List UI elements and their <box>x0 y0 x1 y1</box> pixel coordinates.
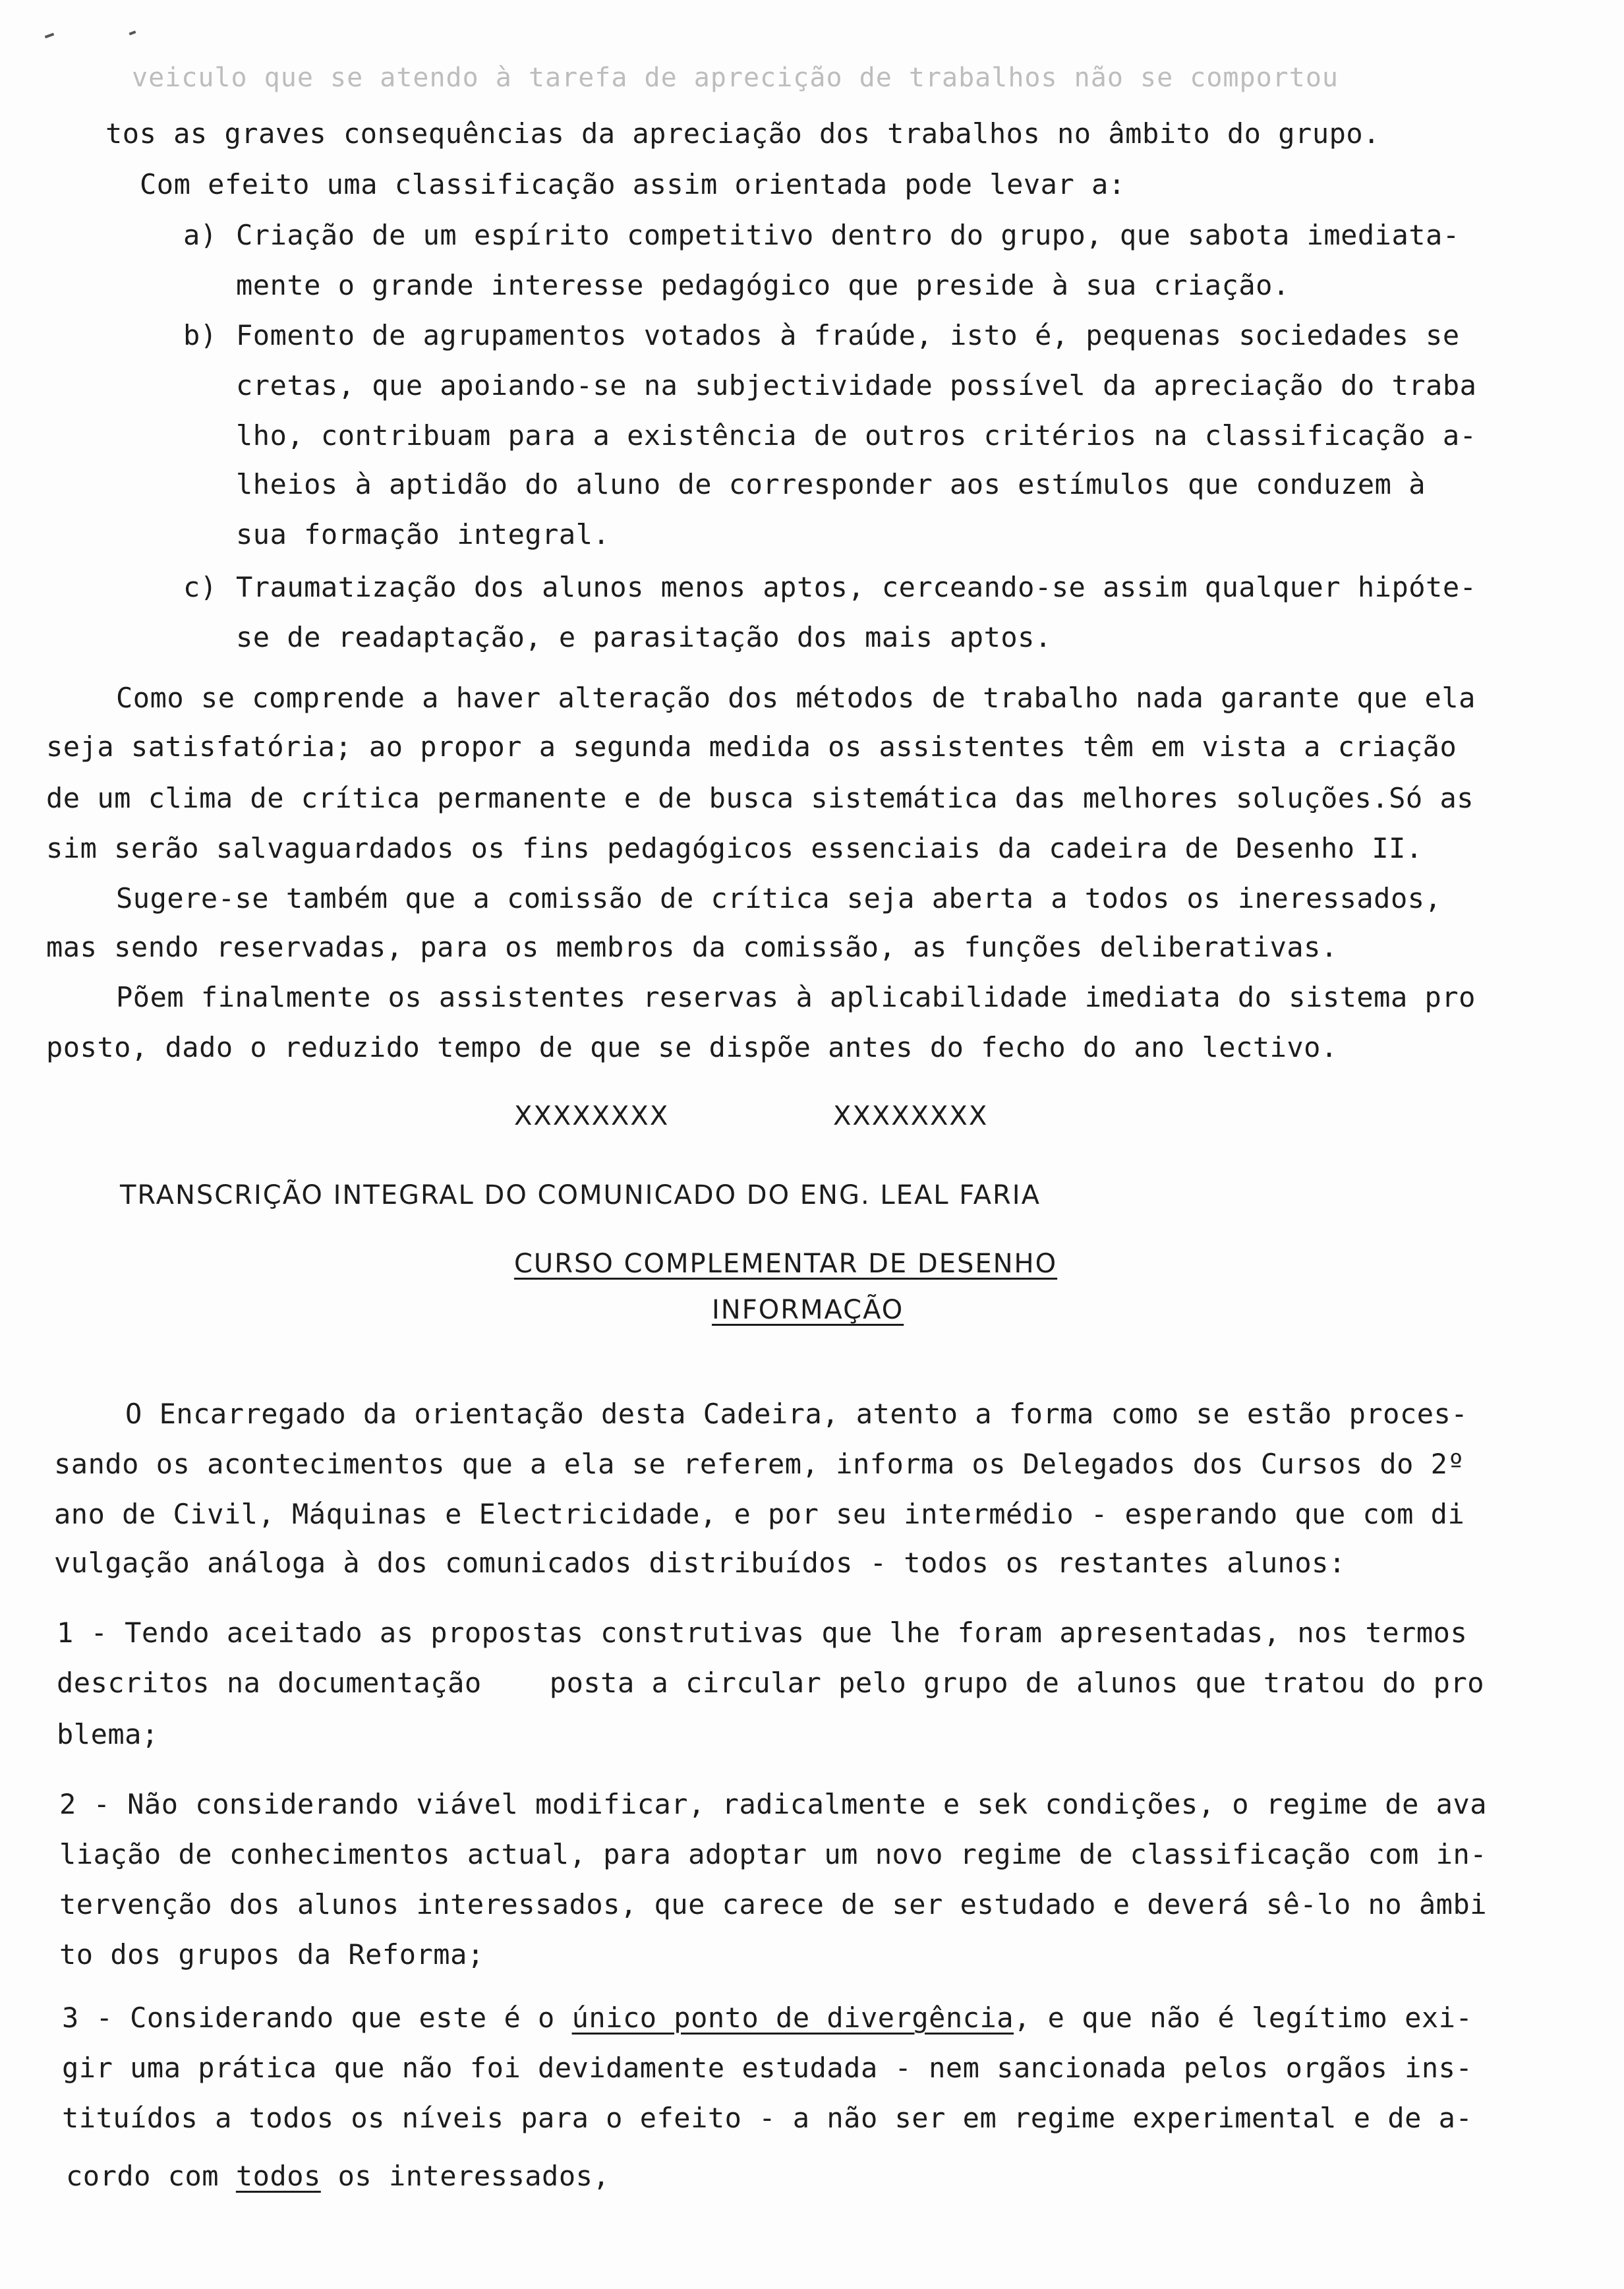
point2-line-3: tervenção dos alunos interessados, que carece de ser estudado e deverá sê-lo no âmbi <box>59 1888 1488 1920</box>
para2-line-1: Sugere-se também que a comissão de crítica seja aberta a todos os ineressados, <box>116 882 1442 914</box>
para3-line-2: posto, dado o reduzido tempo de que se dispõe antes do fecho do ano lectivo. <box>46 1031 1338 1063</box>
list-b-line-4: lheios à aptidão do aluno de corresponder aos estímulos que conduzem à <box>236 468 1426 500</box>
communique-line-1: O Encarregado da orientação desta Cadeira, atento a forma como se estão proces- <box>125 1398 1468 1430</box>
point3-text-after: , e que não é legítimo exi- <box>1014 2002 1473 2034</box>
list-marker-c: c) <box>183 571 218 603</box>
para1-line-4: sim serão salvaguardados os fins pedagógicos essenciais da cadeira de Desenho II. <box>46 832 1423 864</box>
list-c-line-2: se de readaptação, e parasitação dos mais aptos. <box>236 621 1052 653</box>
para3-line-1: Põem finalmente os assistentes reservas à aplicabilidade imediata do sistema pro <box>116 981 1476 1013</box>
list-marker-a: a) <box>183 219 218 251</box>
para2-line-2: mas sendo reservadas, para os membros da comissão, as funções deliberativas. <box>46 931 1338 963</box>
point3-line-2: gir uma prática que não foi devidamente estudada - nem sancionada pelos orgãos ins- <box>62 2052 1473 2084</box>
course-title: CURSO COMPLEMENTAR DE DESENHO <box>514 1249 1058 1279</box>
list-a-line-2: mente o grande interesse pedagógico que preside à sua criação. <box>236 269 1290 301</box>
point3-emphasis: único ponto de divergência <box>571 2002 1014 2034</box>
point2-line-1: 2 - Não considerando viável modificar, radicalmente e sek condições, o regime de ava <box>59 1788 1488 1820</box>
communique-line-3: ano de Civil, Máquinas e Electricidade, e por seu intermédio - esperando que com di <box>54 1498 1465 1530</box>
point3-line-3: tituídos a todos os níveis para o efeito - a não ser em regime experimental e de a- <box>62 2102 1473 2134</box>
point3-last-before: cordo com <box>66 2160 236 2192</box>
point3-line-4 <box>66 2160 610 2192</box>
intro-line-1: tos as graves consequências da apreciação dos trabalhos no âmbito do grupo. <box>105 117 1380 150</box>
scan-speck <box>45 33 55 39</box>
point2-line-2: liação de conhecimentos actual, para adoptar um novo regime de classificação com in- <box>59 1838 1488 1870</box>
list-marker-b: b) <box>183 319 218 351</box>
para1-line-3: de um clima de crítica permanente e de busca sistemática das melhores soluções.Só as <box>46 782 1474 814</box>
list-b-line-5: sua formação integral. <box>236 518 610 550</box>
list-b-line-2: cretas, que apoiando-se na subjectividade possível da apreciação do traba <box>236 369 1477 401</box>
communique-line-4: vulgação análoga à dos comunicados distribuídos - todos os restantes alunos: <box>54 1547 1346 1579</box>
point1-line-1: 1 - Tendo aceitado as propostas construtivas que lhe foram apresentadas, nos termos <box>57 1617 1468 1649</box>
point2-line-4: to dos grupos da Reforma; <box>59 1938 484 1971</box>
para1-line-2: seja satisfatória; ao propor a segunda medida os assistentes têm em vista a criação <box>46 730 1457 763</box>
point3-text-before: 3 - Considerando que este é o <box>62 2002 572 2034</box>
info-title: INFORMAÇÃO <box>712 1295 904 1325</box>
list-a-line-1: Criação de um espírito competitivo dentro do grupo, que sabota imediata- <box>236 219 1460 251</box>
list-b-line-3: lho, contribuam para a existência de outros critérios na classificação a- <box>236 419 1477 452</box>
point3-last-after: os interessados, <box>320 2160 610 2192</box>
list-c-line-1: Traumatização dos alunos menos aptos, cerceando-se assim qualquer hipóte- <box>236 571 1477 603</box>
list-b-line-1: Fomento de agrupamentos votados à fraúde, isto é, pequenas sociedades se <box>236 319 1460 351</box>
para1-line-1: Como se comprende a haver alteração dos métodos de trabalho nada garante que ela <box>116 682 1476 714</box>
point1-line-2: descritos na documentação posta a circular pelo grupo de alunos que tratou do pro <box>57 1667 1485 1699</box>
separator-right: XXXXXXXX <box>833 1101 989 1131</box>
separator-left: XXXXXXXX <box>514 1101 670 1131</box>
bleed-through-text: veiculo que se atendo à tarefa de aprecição de trabalhos não se comportou <box>132 63 1339 93</box>
point1-line-3: blema; <box>57 1718 159 1750</box>
transcription-heading: TRANSCRIÇÃO INTEGRAL DO COMUNICADO DO ENG. LEAL FARIA <box>120 1180 1041 1210</box>
point3-line-1 <box>62 2002 1472 2034</box>
point3-todos-emphasis: todos <box>235 2160 321 2192</box>
communique-line-2: sando os acontecimentos que a ela se referem, informa os Delegados dos Cursos do 2º <box>54 1448 1465 1480</box>
scan-speck <box>129 30 136 35</box>
intro-line-2: Com efeito uma classificação assim orientada pode levar a: <box>140 168 1126 200</box>
